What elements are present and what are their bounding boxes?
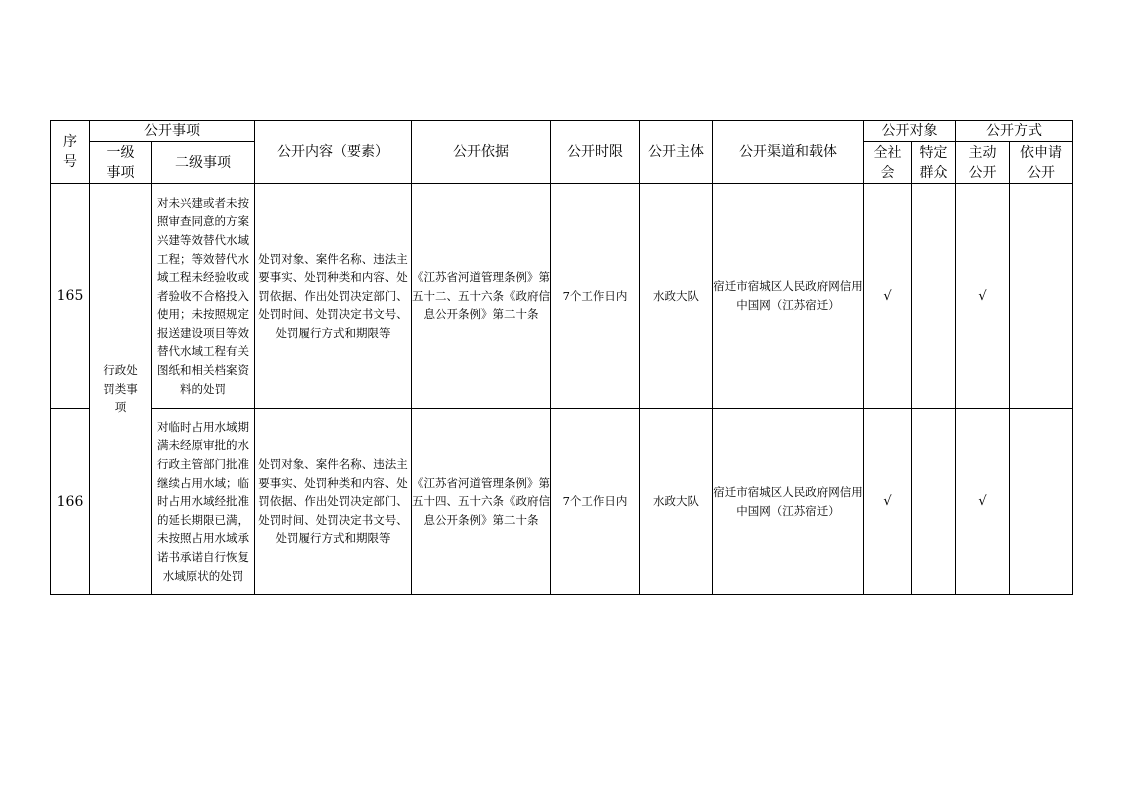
row-audience-all: √ (864, 184, 912, 409)
header-level2: 二级事项 (152, 142, 255, 184)
row-audience-all: √ (864, 409, 912, 595)
header-method-active: 主动公开 (956, 142, 1010, 184)
header-time-limit: 公开时限 (551, 121, 640, 184)
disclosure-table (50, 120, 1073, 595)
row-audience-specific (912, 184, 956, 409)
row-basis: 《江苏省河道管理条例》第五十二、五十六条《政府信息公开条例》第二十条 (412, 184, 551, 409)
row-subject: 水政大队 (640, 184, 713, 409)
table-row (51, 184, 1073, 409)
header-subject: 公开主体 (640, 121, 713, 184)
header-audience-group: 公开对象 (864, 121, 956, 142)
row-level1: 行政处罚类事项 (90, 184, 152, 595)
row-method-request (1010, 184, 1073, 409)
header-audience-all: 全社会 (864, 142, 912, 184)
row-method-active: √ (956, 184, 1010, 409)
row-level2: 对临时占用水域期满未经原审批的水行政主管部门批准继续占用水域；临时占用水域经批准的延长期限已满，未按照占用水域承诺书承诺自行恢复水域原状的处罚 (152, 409, 255, 595)
header-method-request: 依申请公开 (1010, 142, 1073, 184)
row-time-limit: 7个工作日内 (551, 184, 640, 409)
table-row (51, 409, 1073, 595)
row-time-limit: 7个工作日内 (551, 409, 640, 595)
header-method-group: 公开方式 (956, 121, 1073, 142)
row-content: 处罚对象、案件名称、违法主要事实、处罚种类和内容、处罚依据、作出处罚决定部门、处罚时间、处罚决定书文号、处罚履行方式和期限等 (255, 409, 412, 595)
row-content: 处罚对象、案件名称、违法主要事实、处罚种类和内容、处罚依据、作出处罚决定部门、处罚时间、处罚决定书文号、处罚履行方式和期限等 (255, 184, 412, 409)
header-level1: 一级事项 (90, 142, 152, 184)
row-channel: 宿迁市宿城区人民政府网信用中国网（江苏宿迁） (713, 184, 864, 409)
row-method-active: √ (956, 409, 1010, 595)
header-item-group: 公开事项 (90, 121, 255, 142)
row-basis: 《江苏省河道管理条例》第五十四、五十六条《政府信息公开条例》第二十条 (412, 409, 551, 595)
header-seq: 序号 (51, 121, 90, 184)
header-channel: 公开渠道和载体 (713, 121, 864, 184)
row-seq: 166 (51, 409, 90, 595)
row-subject: 水政大队 (640, 409, 713, 595)
row-level2: 对未兴建或者未按照审查同意的方案兴建等效替代水域工程；等效替代水域工程未经验收或者验收不合格投入使用；未按照规定报送建设项目等效替代水域工程有关图纸和相关档案资料的处罚 (152, 184, 255, 409)
row-method-request (1010, 409, 1073, 595)
row-channel: 宿迁市宿城区人民政府网信用中国网（江苏宿迁） (713, 409, 864, 595)
row-seq: 165 (51, 184, 90, 409)
header-row-1 (51, 121, 1073, 142)
header-audience-specific: 特定群众 (912, 142, 956, 184)
header-basis: 公开依据 (412, 121, 551, 184)
header-content: 公开内容（要素） (255, 121, 412, 184)
row-audience-specific (912, 409, 956, 595)
